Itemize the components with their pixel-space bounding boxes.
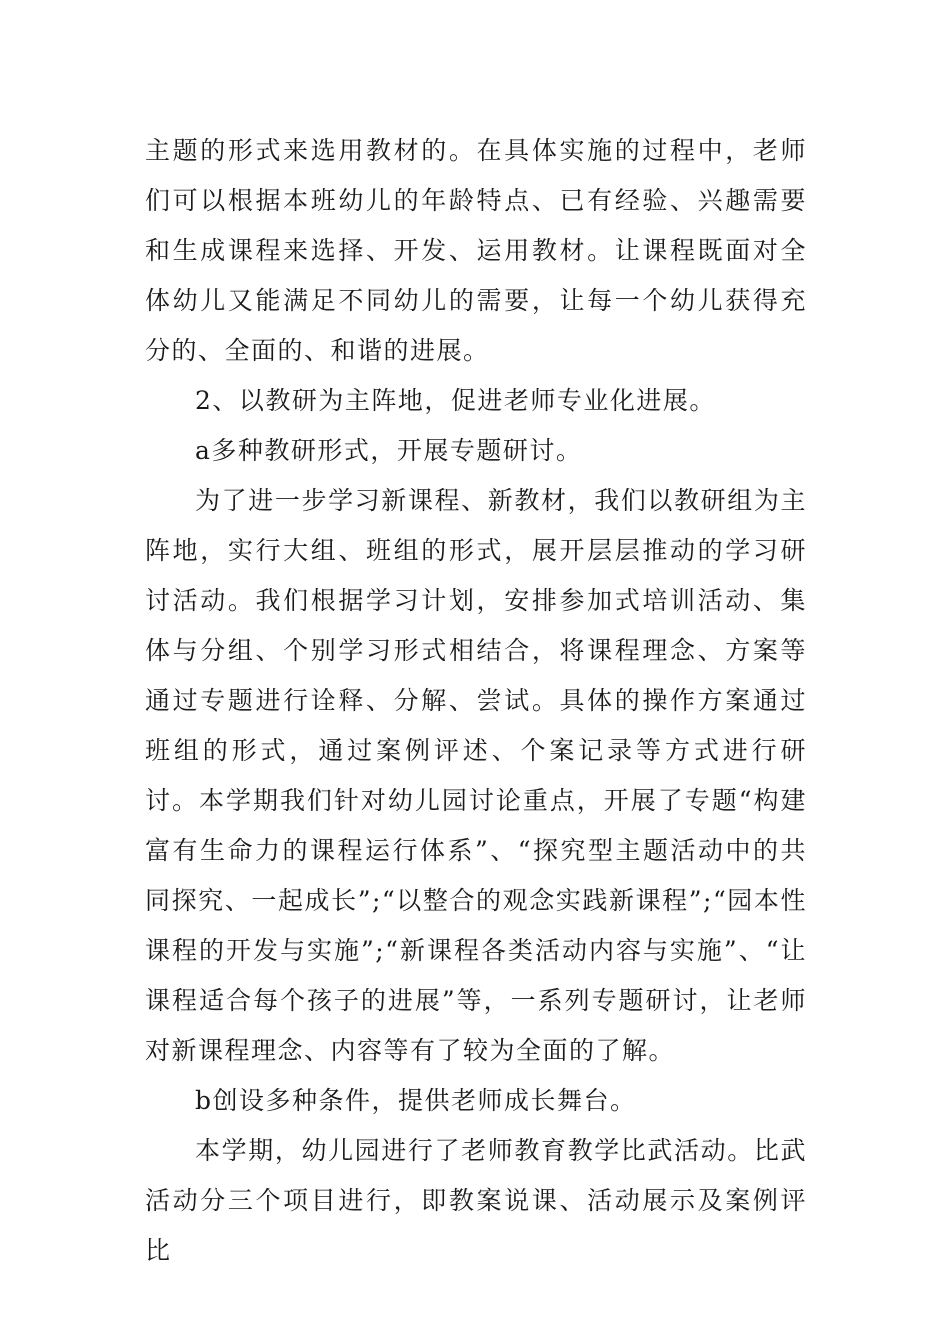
subheading-b: b创设多种条件，提供老师成长舞台。 bbox=[195, 1086, 637, 1115]
subheading-a: a多种教研形式，开展专题研讨。 bbox=[195, 436, 583, 465]
paragraph-continuation: 主题的形式来选用教材的。在具体实施的过程中，老师们可以根据本班幼儿的年龄特点、已有经验、兴趣需要和生成课程来选择、开发、运用教材。让课程既面对全体幼儿又能满足不同幼儿的需要，让每一个幼儿获得充分的、全面的、和谐的进展。 bbox=[145, 136, 807, 365]
paragraph-competition: 本学期，幼儿园进行了老师教育教学比武活动。比武活动分三个项目进行，即教案说课、活动展示及案例评比 bbox=[145, 1136, 807, 1265]
paragraph-research: 为了进一步学习新课程、新教材，我们以教研组为主阵地，实行大组、班组的形式，展开层层推动的学习研讨活动。我们根据学习计划，安排参加式培训活动、集体与分组、个别学习形式相结合，将课程理念、方案等通过专题进行诠释、分解、尝试。具体的操作方案通过班组的形式，通过案例评述、个案记录等方式进行研讨。本学期我们针对幼儿园讨论重点，开展了专题“构建富有生命力的课程运行体系”、“探究型主题活动中的共同探究、一起成长”;“以整合的观念实践新课程”;“园本性课程的开发与实施”;“新课程各类活动内容与实施”、“让课程适合每个孩子的进展”等，一系列专题研讨，让老师对新课程理念、内容等有了较为全面的了解。 bbox=[145, 486, 807, 1065]
section-heading-2: 2、以教研为主阵地，促进老师专业化进展。 bbox=[195, 386, 716, 415]
document-body bbox=[145, 126, 807, 1276]
